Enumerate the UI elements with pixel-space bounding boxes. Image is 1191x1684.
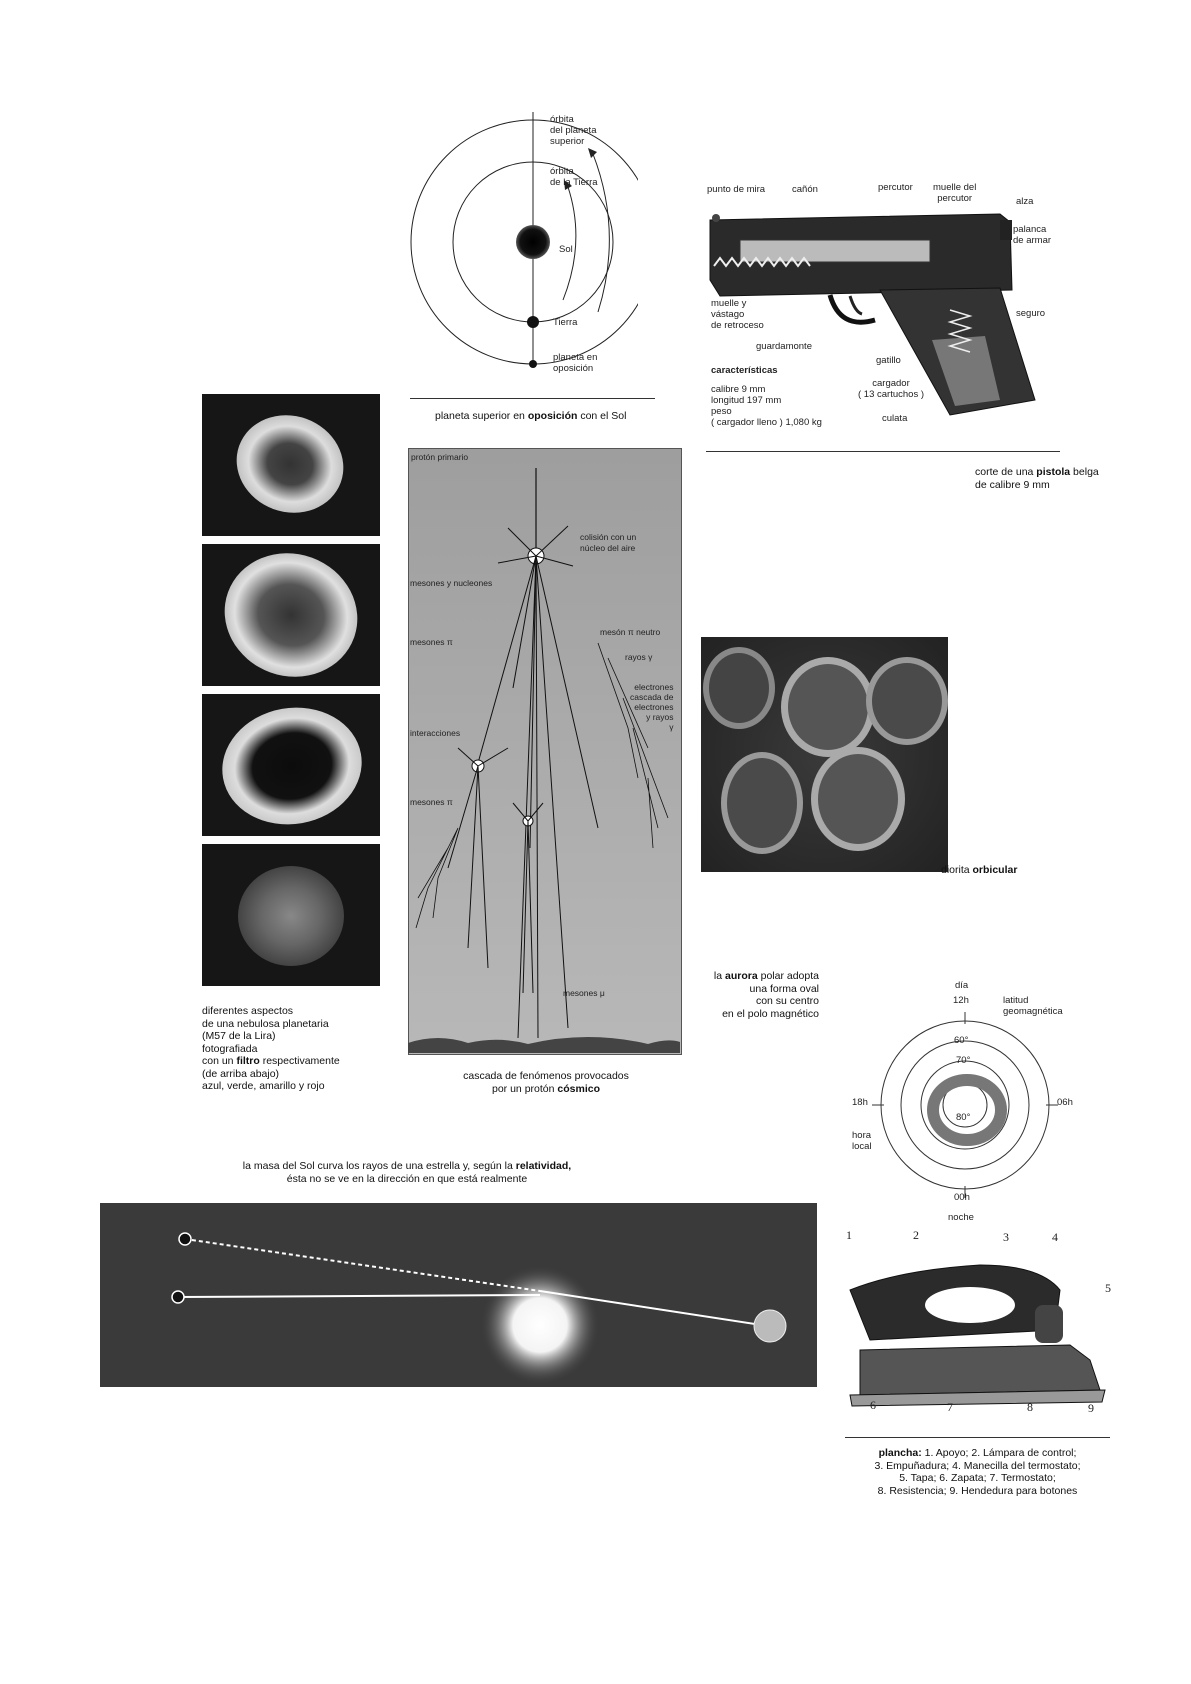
pistol-specs-title: características	[711, 365, 778, 376]
front-sight	[712, 214, 720, 222]
nebula-photo-blue	[202, 394, 380, 536]
label-mesones-mu: mesones μ	[563, 988, 605, 998]
sun-glow	[480, 1265, 600, 1385]
ring-outer	[881, 1021, 1049, 1189]
pistol-caption-rule	[706, 451, 1060, 452]
label-colision: colisión con un núcleo del aire	[580, 532, 637, 553]
iron-cutaway	[840, 1250, 1110, 1420]
label-electrones: electrones cascada de electrones y rayos γ	[630, 682, 674, 732]
relativity-caption: la masa del Sol curva los rayos de una estrella y, según la relatividad, ésta no se ve en la dirección en que está realmente	[242, 1160, 572, 1185]
iron-number-3: 3	[1003, 1230, 1009, 1244]
label-dia: día	[955, 980, 969, 991]
orbit-diagram	[408, 112, 638, 382]
apparent-star	[179, 1233, 191, 1245]
iron-number-1: 1	[846, 1228, 852, 1242]
label-alza: alza	[1016, 196, 1034, 207]
label-mesones-pi-2: mesones π	[410, 797, 453, 807]
label-noche: noche	[948, 1212, 974, 1223]
label-mesones-nucleones: mesones y nucleones	[410, 578, 493, 588]
label-gatillo: gatillo	[876, 355, 901, 366]
iron-caption-rule	[845, 1437, 1110, 1438]
label-culata: culata	[882, 413, 908, 424]
iron-number-2: 2	[913, 1228, 919, 1242]
earth-label: Tierra	[553, 317, 578, 328]
sun	[516, 225, 550, 259]
pistol-specs: calibre 9 mm longitud 197 mm peso ( cargador lleno ) 1,080 kg	[711, 384, 822, 428]
cosmic-caption: cascada de fenómenos provocados por un protón cósmico	[463, 1070, 629, 1095]
nebula-caption: diferentes aspectos de una nebulosa planetaria (M57 de la Lira) fotografiada con un filtro respectivamente (de arriba abajo) azul, verde, amarillo y rojo	[202, 1005, 340, 1092]
opposition-planet	[529, 360, 537, 368]
label-proton-primario: protón primario	[411, 452, 469, 462]
label-punto-de-mira: punto de mira	[707, 184, 766, 195]
iron-number-9: 9	[1088, 1401, 1094, 1415]
label-palanca: palanca de armar	[1013, 224, 1052, 246]
iron-number-5: 5	[1105, 1281, 1111, 1295]
opposition-label: planeta en oposición	[553, 352, 598, 374]
label-06h: 06h	[1057, 1097, 1073, 1108]
sun-label: Sol	[559, 244, 573, 255]
diorite-photo	[701, 637, 948, 872]
label-mesones-pi-1: mesones π	[410, 637, 453, 647]
label-muelle-percutor: muelle del percutor	[933, 182, 977, 204]
label-rayos: rayos γ	[625, 652, 653, 662]
earth-orbit-label: órbita de la Tierra	[550, 166, 598, 188]
label-guardamonte: guardamonte	[756, 341, 812, 352]
label-80: 80°	[956, 1112, 971, 1123]
cosmic-ray-tracks	[408, 448, 680, 1053]
thermostat-dial	[1035, 1305, 1063, 1343]
label-70: 70°	[956, 1055, 971, 1066]
relativity-diagram	[100, 1203, 817, 1387]
observer-earth	[754, 1310, 786, 1342]
orbit-caption: planeta superior en oposición con el Sol	[435, 410, 627, 422]
orbit-caption-rule	[410, 398, 655, 399]
label-percutor: percutor	[878, 182, 913, 193]
hammer	[1000, 220, 1012, 240]
label-interacciones: interacciones	[410, 728, 461, 738]
apparent-ray	[185, 1239, 540, 1291]
diorite-caption: diorita orbicular	[941, 864, 1018, 876]
label-latitud: latitud geomagnética	[1003, 995, 1063, 1017]
iron-caption: plancha: 1. Apoyo; 2. Lámpara de control; 3. Empuñadura; 4. Manecilla del termostato; 5. Tapa; 6. Zapata; 7. Termostato; 8. Resistencia; 9. Hendedura para botones	[874, 1447, 1081, 1497]
trigger	[850, 296, 862, 314]
nebula-photo-green	[202, 544, 380, 686]
ground	[408, 1037, 680, 1053]
iron-number-4: 4	[1052, 1230, 1058, 1244]
label-seguro: seguro	[1016, 308, 1046, 319]
label-00h: 00h	[954, 1192, 970, 1203]
label-cargador: cargador ( 13 cartuchos )	[858, 378, 924, 400]
iron-number-6: 6	[870, 1398, 876, 1412]
pistol-caption: corte de una pistola belga de calibre 9 mm	[975, 466, 1099, 491]
aurora-caption: la aurora polar adopta una forma oval con su centro en el polo magnético	[713, 970, 819, 1020]
nebula-photo-yellow	[202, 694, 380, 836]
outer-orbit-label: órbita del planeta superior	[550, 114, 597, 147]
iron-number-8: 8	[1027, 1400, 1033, 1414]
label-muelle-vastago: muelle y vástago de retroceso	[711, 298, 764, 331]
iron-body	[860, 1345, 1100, 1395]
earth	[527, 316, 539, 328]
label-meson-neutro: mesón π neutro	[600, 627, 661, 637]
label-18h: 18h	[852, 1097, 868, 1108]
real-star	[172, 1291, 184, 1303]
label-canon: cañón	[792, 184, 818, 195]
iron-number-7: 7	[947, 1400, 953, 1414]
handle-opening	[925, 1287, 1015, 1323]
label-hora-local: hora local	[852, 1130, 872, 1152]
label-60: 60°	[954, 1035, 969, 1046]
real-ray	[178, 1295, 540, 1297]
nebula-photo-red	[202, 844, 380, 986]
label-12h: 12h	[953, 995, 969, 1006]
